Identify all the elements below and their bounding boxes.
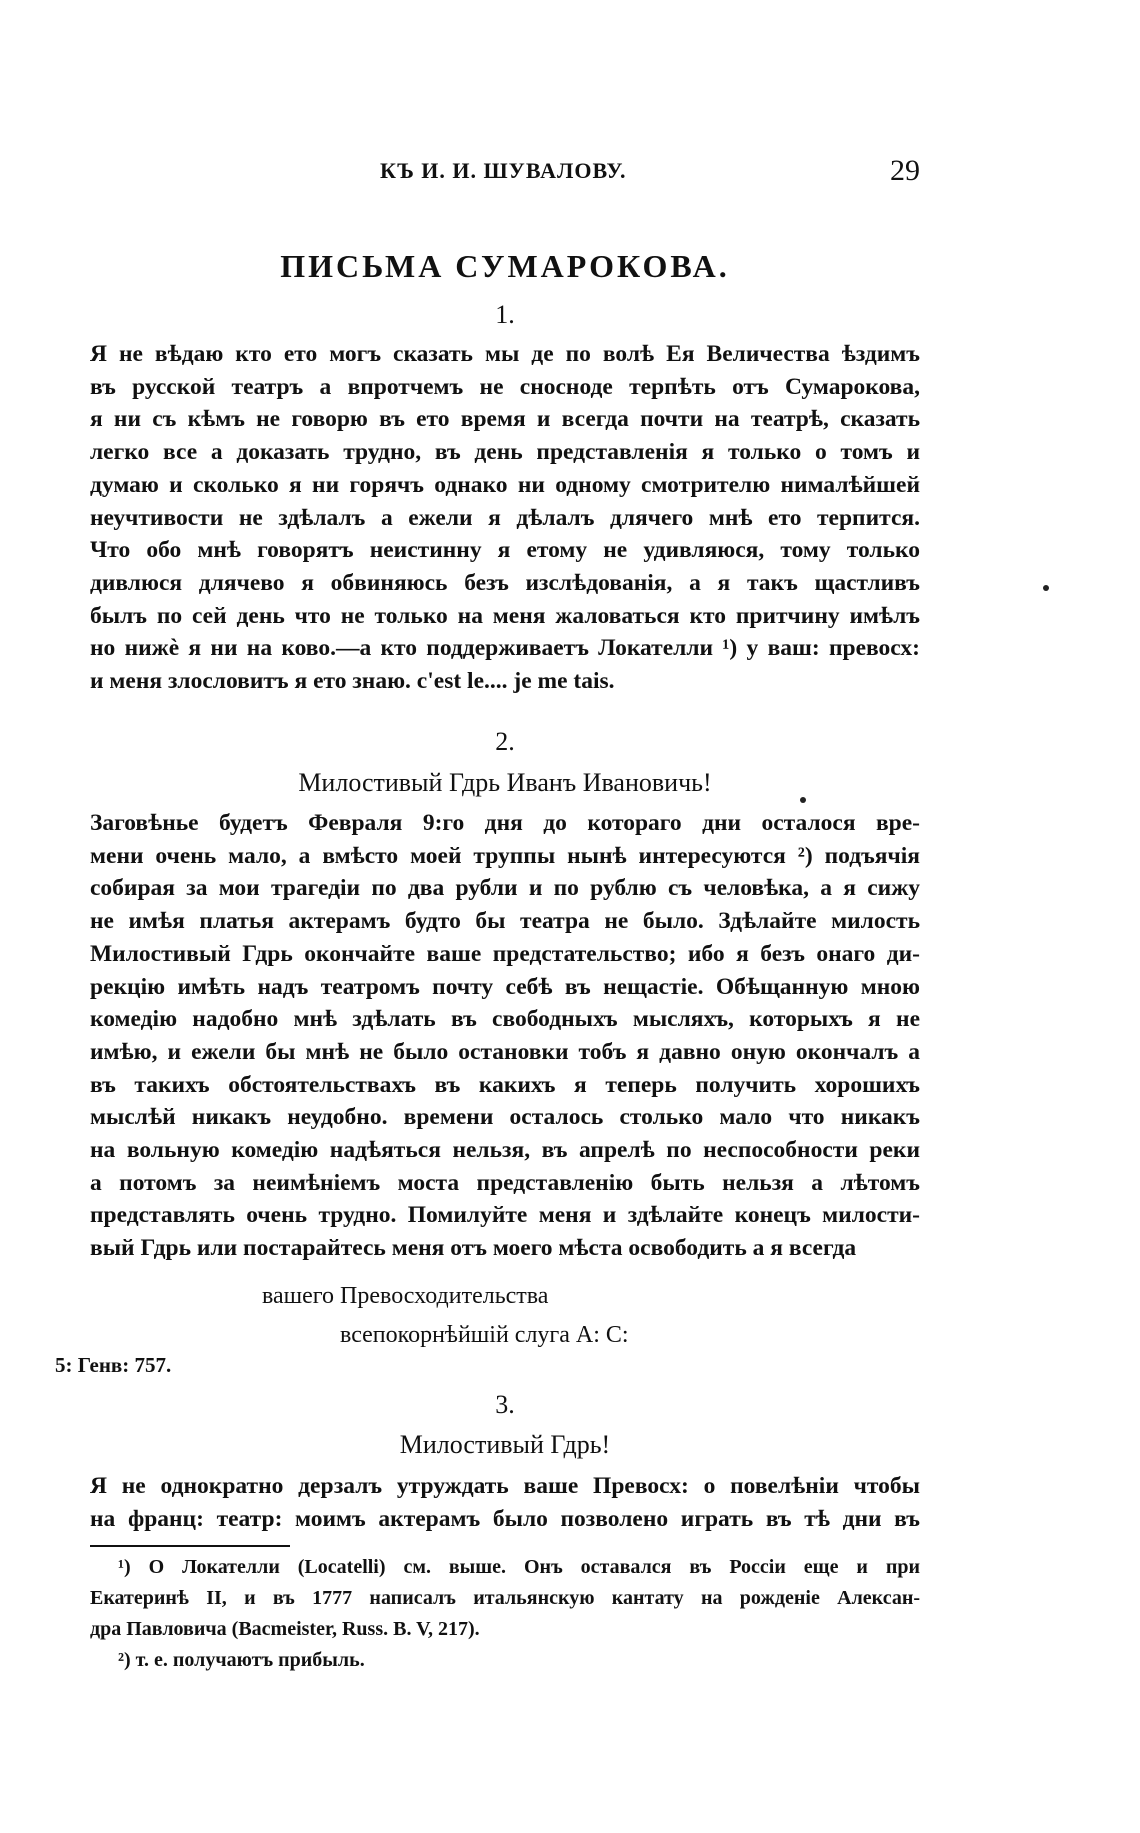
letter-1-line: дивлюся длячево я обвиняюсь безъ изслѣдованія, а я такъ щастливъ xyxy=(90,569,920,596)
letter-1-line: неучтивости не здѣлалъ а ежели я дѣлалъ длячего мнѣ ето терпится. xyxy=(90,504,920,531)
letter-2-line: рекцію имѣть надъ театромъ почту себѣ въ нещастіе. Обѣщанную мною xyxy=(90,973,920,1000)
letter-2-line: мени очень мало, а вмѣсто моей труппы нынѣ интересуются ²) подъячія xyxy=(90,842,920,869)
letter-1-body xyxy=(90,338,920,698)
letter-2-line: имѣю, и ежели бы мнѣ не было остановки тобъ я давно оную окончалъ а xyxy=(90,1038,920,1065)
letter-3-line: Я не однократно дерзалъ утруждать ваше Превосх: о повелѣніи чтобы xyxy=(90,1473,920,1499)
letter-2-line: Заговѣнье будетъ Февраля 9:го дня до котораго дни осталося вре- xyxy=(90,810,920,836)
letter-2-line: не имѣя платья актерамъ будто бы театра не было. Здѣлайте милость xyxy=(90,908,920,935)
letter-1-line: былъ по сей день что не только на меня жаловаться кто притчину имѣлъ xyxy=(90,602,920,629)
letter-1-line: думаю и сколько я ни горячъ однако ни одному смотрителю нималѣйшей xyxy=(90,471,920,498)
letter-2-line: вый Гдрь или постарайтесь меня отъ моего мѣста освободить а я всегда xyxy=(90,1235,857,1262)
letter-3-body xyxy=(90,1470,920,1535)
letter-1-line: Я не вѣдаю кто ето могъ сказать мы де по волѣ Ея Величества ѣздимъ xyxy=(90,341,920,367)
letter-1-line: Что обо мнѣ говорятъ неистинну я етому не удивляюся, тому только xyxy=(90,537,920,564)
letter-2-line: въ такихъ обстоятельствахъ въ какихъ я теперь получить хорошихъ xyxy=(90,1071,920,1098)
letter-1-line: и меня злословитъ я ето знаю. c'est le.... je me tais. xyxy=(90,668,615,695)
letter-2-number: 2. xyxy=(495,727,515,756)
letter-2-signature: всепокорнѣйшій слуга А: С: xyxy=(340,1322,629,1348)
letter-2-line: мыслѣй никакъ неудобно. времени осталось столько мало что никакъ xyxy=(90,1104,920,1131)
print-speck xyxy=(800,797,806,803)
letter-1-line: я ни съ кѣмъ не говорю въ ето время и всегда почти на театрѣ, сказать xyxy=(90,406,920,433)
letter-2-line: а потомъ за неимѣніемъ моста представленію быть нельзя а лѣтомъ xyxy=(90,1169,920,1196)
running-title: КЪ И. И. ШУВАЛОВУ. xyxy=(380,158,627,183)
letter-2-line: Милостивый Гдрь окончайте ваше предстательство; ибо я безъ онаго ди- xyxy=(90,940,920,967)
footnote-rule xyxy=(90,1545,290,1547)
footnote-1-line: ¹) О Локателли (Locatelli) см. выше. Онъ оставался въ Россіи еще и при xyxy=(118,1556,920,1578)
letter-3-number: 3. xyxy=(495,1390,515,1419)
letter-1-number: 1. xyxy=(495,300,515,329)
footnotes xyxy=(90,1552,920,1676)
letter-2-body xyxy=(90,807,920,1265)
letter-2-line: собирая за мои трагедіи по два рубли и по рублю съ человѣка, а я сижу xyxy=(90,875,920,902)
section-title: ПИСЬМА СУМАРОКОВА. xyxy=(280,248,730,284)
footnote-1-line: Екатеринѣ II, и въ 1777 написалъ итальянскую кантату на рожденіе Алексан- xyxy=(90,1587,920,1609)
letter-2-line: на вольную комедію надѣяться нельзя, въ апрелѣ по неспособности реки xyxy=(90,1137,920,1164)
letter-3-line: на франц: театр: моимъ актерамъ было позволено играть въ тѣ дни въ xyxy=(90,1505,920,1532)
footnote-2: ²) т. е. получаютъ прибыль. xyxy=(118,1649,365,1671)
print-speck xyxy=(1043,585,1049,591)
letter-2-closing-1: вашего Превосходительства xyxy=(262,1283,549,1309)
footnote-1-line: дра Павловича (Bacmeister, Russ. B. V, 217). xyxy=(90,1618,480,1640)
page-header xyxy=(90,154,920,192)
letter-3-salutation: Милостивый Гдрь! xyxy=(399,1430,611,1459)
letter-1-line: въ русской театръ а впротчемъ не сносноде терпѣть отъ Сумарокова, xyxy=(90,373,920,400)
letter-2-line: комедію надобно мнѣ здѣлать въ свободныхъ мысляхъ, которыхъ я не xyxy=(90,1006,920,1033)
letter-2-salutation: Милостивый Гдрь Иванъ Ивановичь! xyxy=(298,768,712,797)
letter-2-line: представлять очень трудно. Помилуйте меня и здѣлайте конецъ милости- xyxy=(90,1202,920,1229)
letter-1-line: легко все а доказать трудно, въ день представленія я только о томъ и xyxy=(90,439,920,466)
letter-1-line: но нижѐ я ни на ково.—а кто поддерживаетъ Локателли ¹) у ваш: превосх: xyxy=(90,635,920,662)
page-number: 29 xyxy=(890,154,920,187)
letter-2-date: 5: Генв: 757. xyxy=(55,1353,172,1377)
